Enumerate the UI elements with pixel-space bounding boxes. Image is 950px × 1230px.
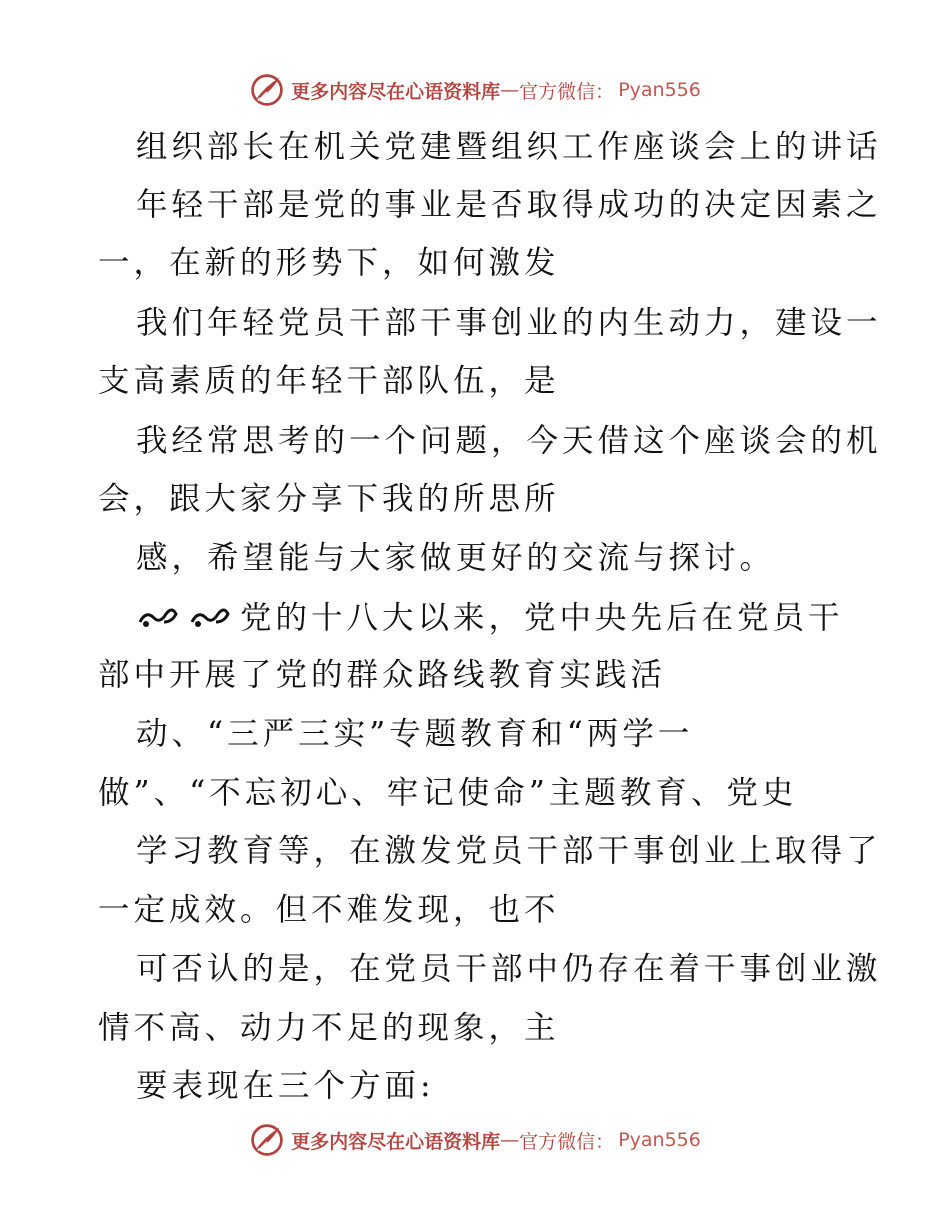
text-line: 学习教育等，在激发党员干部干事创业上取得了 xyxy=(136,833,882,869)
text-line: 情不高、动力不足的现象，主 xyxy=(98,1010,560,1046)
quill-logo-icon xyxy=(249,1122,285,1158)
text-line: 要表现在三个方面: xyxy=(136,1068,435,1104)
text-line: 支高素质的年轻干部队伍，是 xyxy=(98,363,560,399)
text-line: 可否认的是，在党员干部中仍存在着干事创业激 xyxy=(136,951,882,987)
text-line: 会，跟大家分享下我的所思所 xyxy=(98,481,560,517)
text-line: 动、“三严三实”专题教育和“两学一 xyxy=(136,716,694,752)
quill-logo-icon xyxy=(249,72,285,108)
text-line: 感，希望能与大家做更好的交流与探讨。 xyxy=(136,540,776,576)
text-line: 做”、“不忘初心、牢记使命”主题教育、党史 xyxy=(98,775,798,811)
text-line: 我们年轻党员干部干事创业的内生动力，建设一 xyxy=(136,305,882,341)
banner-wechat-label: 官方微信： xyxy=(519,1130,615,1153)
text-line: 部中开展了党的群众路线教育实践活 xyxy=(98,657,667,693)
banner-wechat-label: 官方微信： xyxy=(519,80,615,103)
text-line: 一定成效。但不难发现，也不 xyxy=(98,892,560,928)
text-line: 我经常思考的一个问题，今天借这个座谈会的机 xyxy=(136,423,882,459)
flourish-ornament-icon xyxy=(188,602,232,632)
text-line: 年轻干部是党的事业是否取得成功的决定因素之 xyxy=(136,187,882,223)
text-line: 党的十八大以来，党中央先后在党员干 xyxy=(240,600,844,636)
banner-dash: — xyxy=(500,1129,520,1151)
banner-brand-text: 更多内容尽在心语资料库 xyxy=(291,1130,501,1153)
ornament-line xyxy=(136,602,844,635)
header-banner xyxy=(0,70,950,110)
footer-banner xyxy=(0,1120,950,1160)
document-title: 组织部长在机关党建暨组织工作座谈会上的讲话 xyxy=(136,129,882,165)
banner-wechat-id: Pyan556 xyxy=(618,1129,701,1151)
banner-brand-text: 更多内容尽在心语资料库 xyxy=(291,80,501,103)
banner-dash: — xyxy=(500,79,520,101)
flourish-ornament-icon xyxy=(136,602,180,632)
banner-wechat-id: Pyan556 xyxy=(618,79,701,101)
text-line: 一，在新的形势下，如何激发 xyxy=(98,245,560,281)
